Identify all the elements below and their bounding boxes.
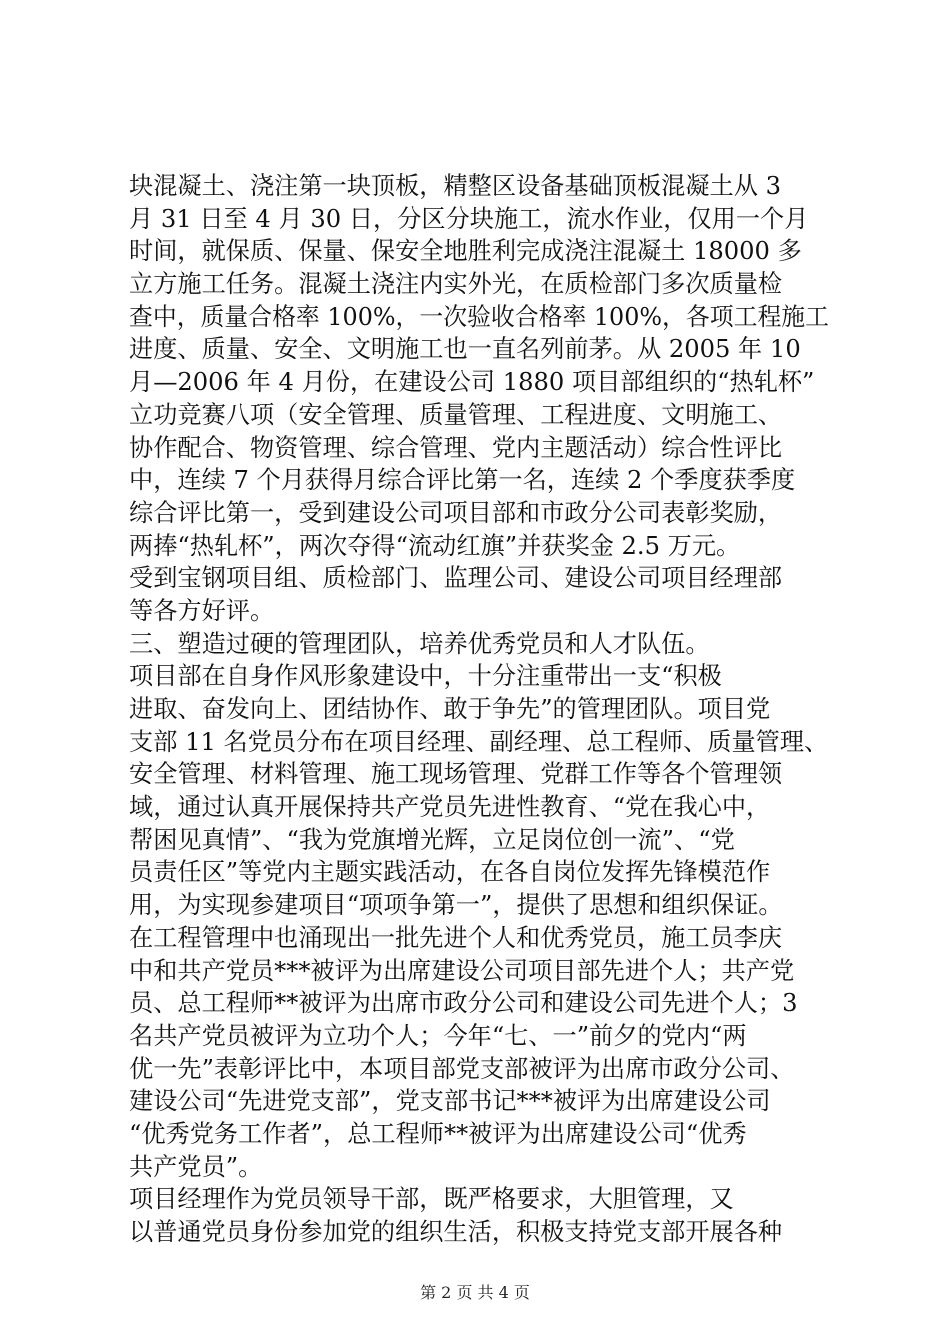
text-line: 支部 11 名党员分布在项目经理、副经理、总工程师、质量管理、 xyxy=(129,727,829,756)
body-text xyxy=(129,170,829,1249)
text-line: 查中，质量合格率 100%，一次验收合格率 100%，各项工程施工 xyxy=(129,302,829,331)
text-line: 两捧“热轧杯”，两次夺得“流动红旗”并获奖金 2.5 万元。 xyxy=(129,531,741,560)
text-line: 综合评比第一，受到建设公司项目部和市政分公司表彰奖励， xyxy=(129,498,783,527)
text-line: 建设公司“先进党支部”，党支部书记***被评为出席建设公司 xyxy=(129,1087,771,1116)
text-line: 时间，就保质、保量、保安全地胜利完成浇注混凝土 18000 多 xyxy=(129,237,802,266)
text-line: 优一先”表彰评比中，本项目部党支部被评为出席市政分公司、 xyxy=(129,1054,795,1083)
text-line: 中，连续 7 个月获得月综合评比第一名，连续 2 个季度获季度 xyxy=(129,466,796,495)
text-line: 员责任区”等党内主题实践活动，在各自岗位发挥先锋模范作 xyxy=(129,858,771,887)
text-line: 进度、质量、安全、文明施工也一直名列前茅。从 2005 年 10 xyxy=(129,335,801,364)
text-line: 域，通过认真开展保持共产党员先进性教育、“党在我心中， xyxy=(129,793,771,822)
text-line: 月 31 日至 4 月 30 日，分区分块施工，流水作业，仅用一个月 xyxy=(129,204,809,233)
text-line: 帮困见真情”、“我为党旗增光辉，立足岗位创一流”、“党 xyxy=(129,825,735,854)
text-line: 在工程管理中也涌现出一批先进个人和优秀党员，施工员李庆 xyxy=(129,923,783,952)
text-line: 用，为实现参建项目“项项争第一”，提供了思想和组织保证。 xyxy=(129,891,783,920)
text-line: 立方施工任务。混凝土浇注内实外光，在质检部门多次质量检 xyxy=(129,270,783,299)
page-number-footer: 第 2 页 共 4 页 xyxy=(420,1283,530,1302)
text-line: 中和共产党员***被评为出席建设公司项目部先进个人；共产党 xyxy=(129,956,795,985)
text-line: 项目部在自身作风形象建设中，十分注重带出一支“积极 xyxy=(129,662,722,691)
text-line: 名共产党员被评为立功个人；今年“七、一”前夕的党内“两 xyxy=(129,1021,747,1050)
section-heading: 三、塑造过硬的管理团队，培养优秀党员和人才队伍。 xyxy=(129,629,710,658)
text-line: 受到宝钢项目组、质检部门、监理公司、建设公司项目经理部 xyxy=(129,564,783,593)
text-line: “优秀党务工作者”，总工程师**被评为出席建设公司“优秀 xyxy=(129,1119,747,1148)
text-line: 月—2006 年 4 月份，在建设公司 1880 项目部组织的“热轧杯” xyxy=(129,368,815,397)
text-line: 项目经理作为党员领导干部，既严格要求，大胆管理，又 xyxy=(129,1185,734,1214)
text-line: 协作配合、物资管理、综合管理、党内主题活动）综合性评比 xyxy=(129,433,783,462)
text-line: 等各方好评。 xyxy=(129,596,275,625)
text-line: 安全管理、材料管理、施工现场管理、党群工作等各个管理领 xyxy=(129,760,783,789)
text-line: 以普通党员身份参加党的组织生活，积极支持党支部开展各种 xyxy=(129,1218,783,1246)
text-line: 立功竞赛八项（安全管理、质量管理、工程进度、文明施工、 xyxy=(129,400,783,429)
text-line: 块混凝土、浇注第一块顶板，精整区设备基础顶板混凝土从 3 xyxy=(129,172,781,200)
text-line: 共产党员”。 xyxy=(129,1152,263,1181)
text-line: 员、总工程师**被评为出席市政分公司和建设公司先进个人；3 xyxy=(129,989,798,1018)
text-line: 进取、奋发向上、团结协作、敢于争先”的管理团队。项目党 xyxy=(129,695,771,723)
